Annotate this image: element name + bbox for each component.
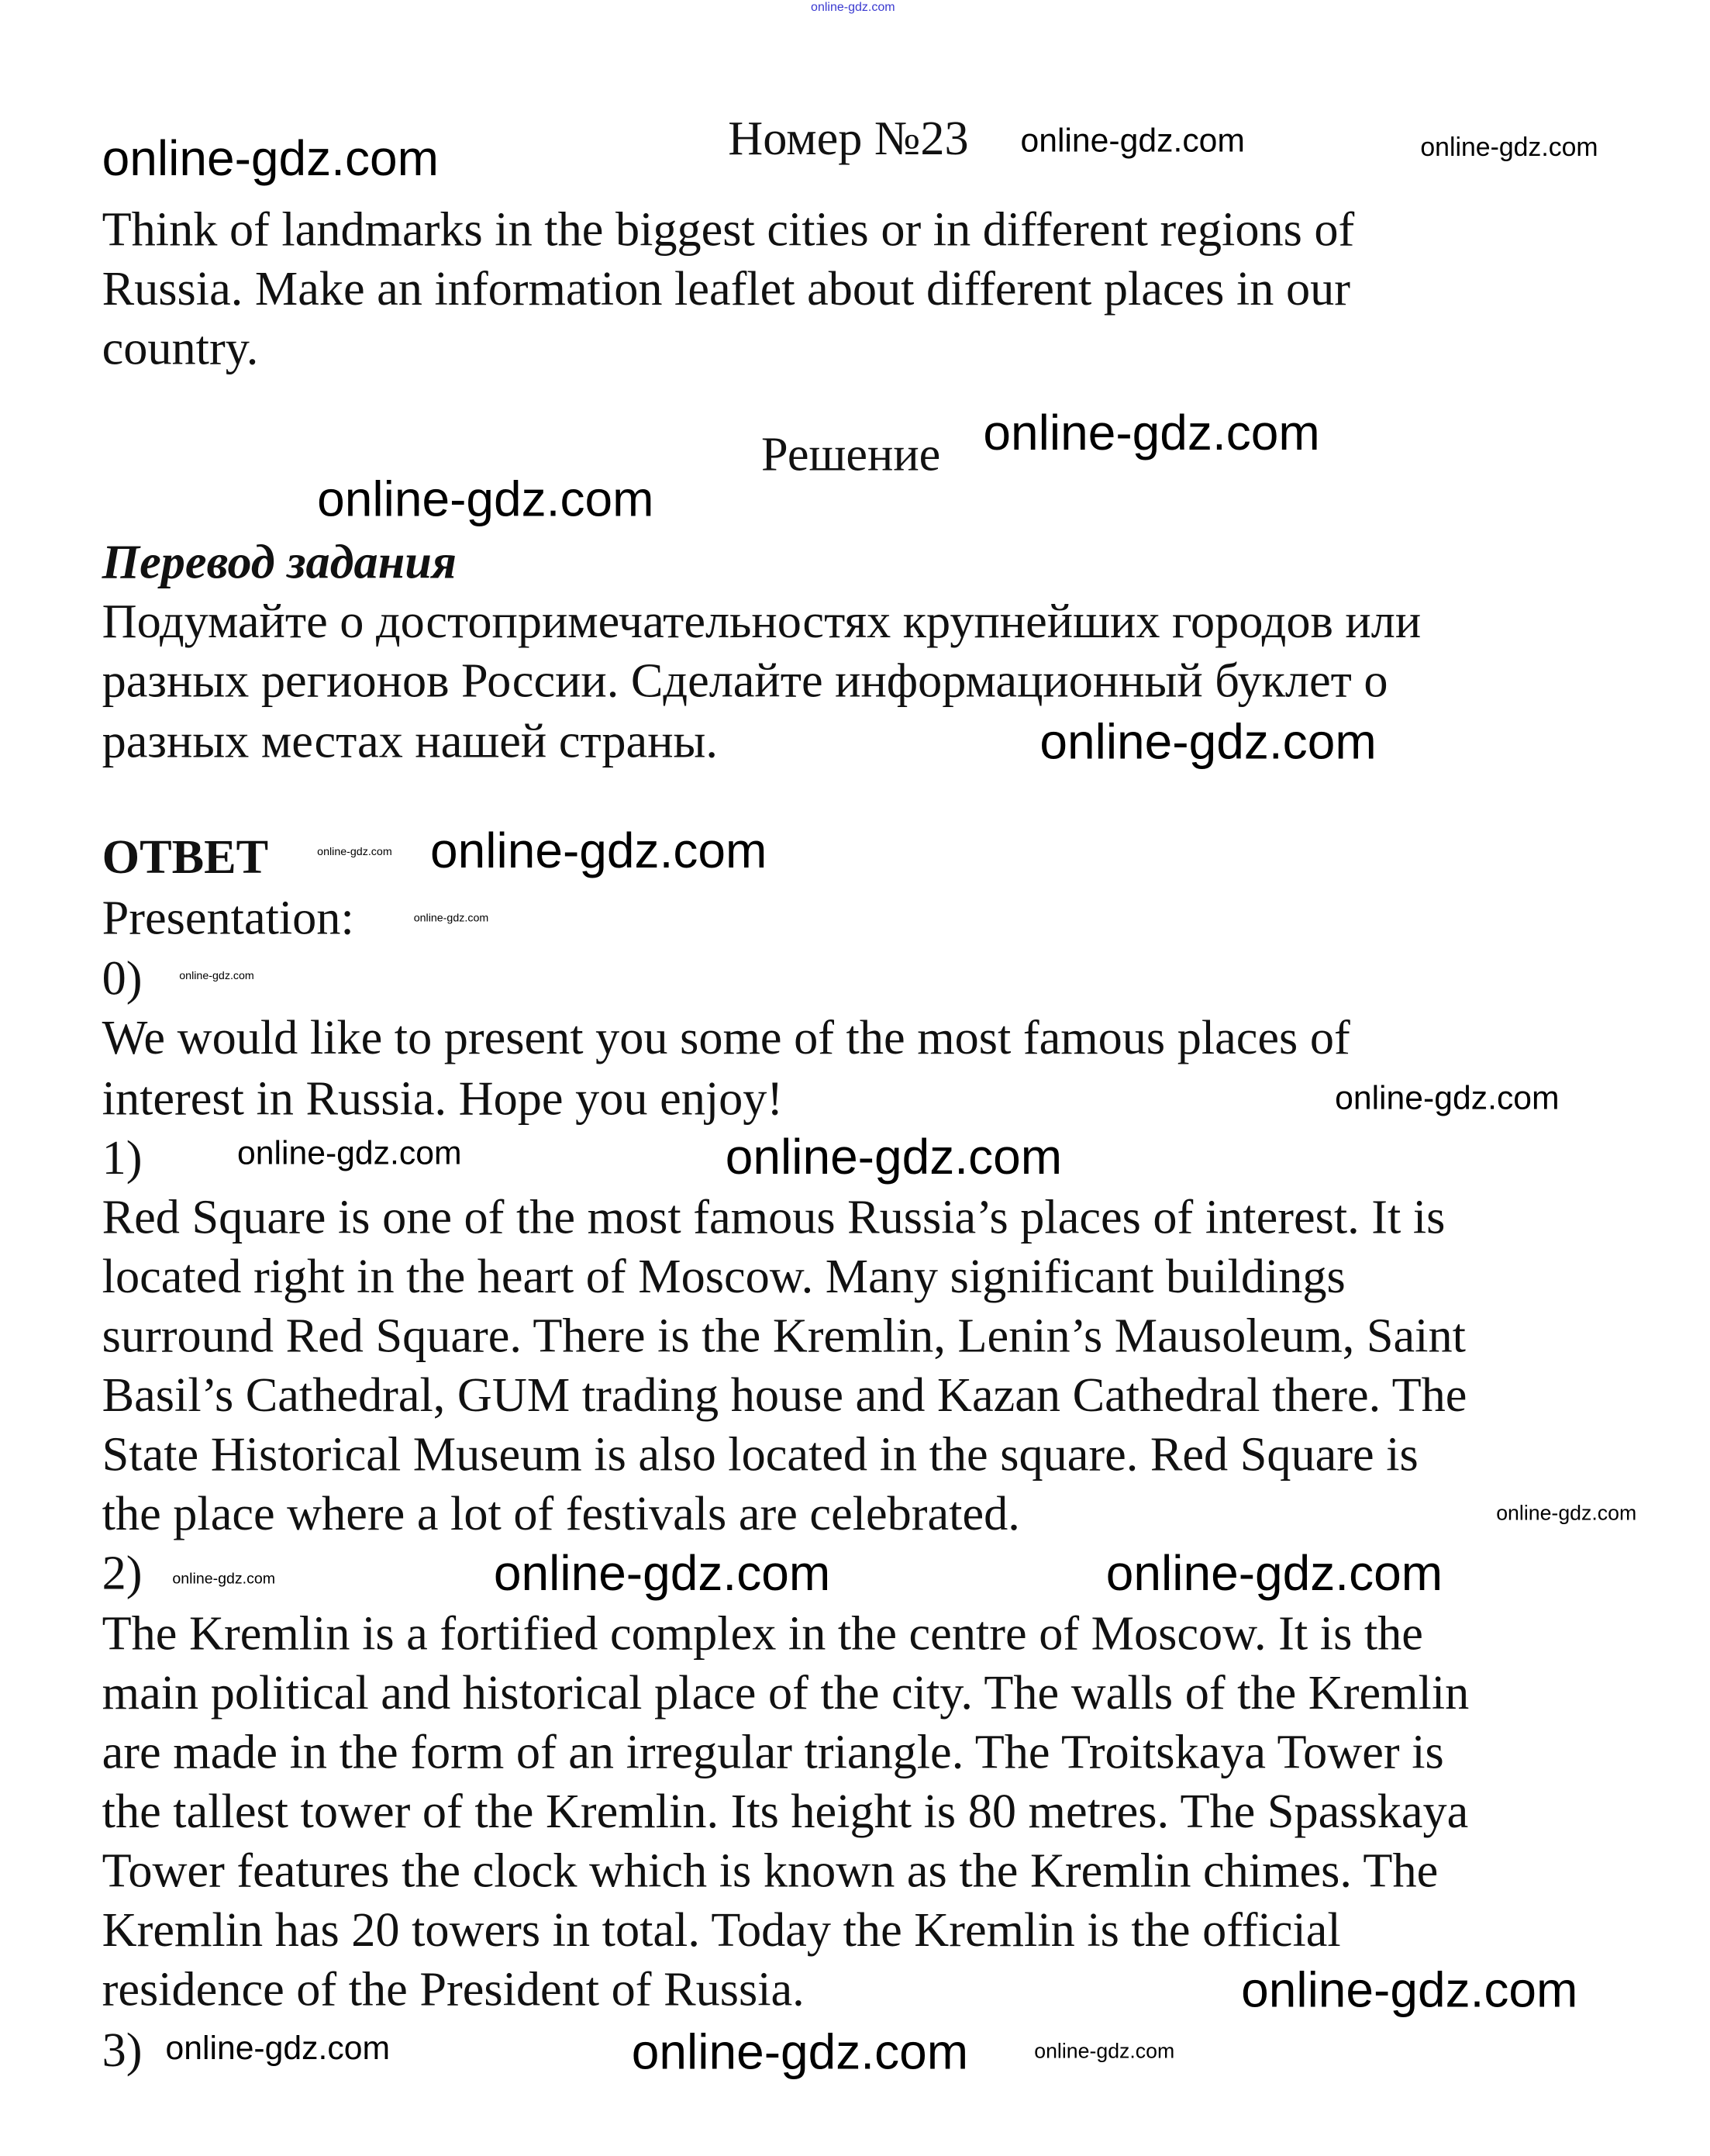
translation-line: Подумайте о достопримечательностях крупнейших городов или bbox=[102, 594, 1422, 649]
answer-line: We would like to present you some of the most famous places of bbox=[102, 1011, 1350, 1065]
task-line: country. bbox=[102, 321, 259, 375]
answer-line: 0) bbox=[102, 951, 143, 1006]
watermark: online-gdz.com bbox=[493, 1544, 831, 1602]
watermark: online-gdz.com bbox=[165, 2030, 391, 2068]
answer-line: State Historical Museum is also located in the square. Red Square is bbox=[102, 1427, 1419, 1482]
answer-line: Red Square is one of the most famous Russia’s places of interest. It is bbox=[102, 1190, 1446, 1244]
watermark: online-gdz.com bbox=[1105, 1544, 1443, 1602]
watermark: online-gdz.com bbox=[317, 845, 392, 858]
watermark: online-gdz.com bbox=[1496, 1502, 1637, 1526]
watermark: online-gdz.com bbox=[1241, 1961, 1578, 2018]
answer-line: the tallest tower of the Kremlin. Its height is 80 metres. The Spasskaya bbox=[102, 1785, 1469, 1839]
watermark: online-gdz.com bbox=[172, 1571, 276, 1588]
watermark: online-gdz.com bbox=[1039, 712, 1377, 770]
answer-line: interest in Russia. Hope you enjoy! bbox=[102, 1071, 784, 1126]
watermark: online-gdz.com bbox=[631, 2023, 969, 2080]
answer-line: The Kremlin is a fortified complex in the centre of Moscow. It is the bbox=[102, 1606, 1423, 1661]
answer-line: 1) bbox=[102, 1130, 143, 1185]
watermark: online-gdz.com bbox=[725, 1128, 1063, 1185]
answer-line: surround Red Square. There is the Kremlin, Lenin’s Mausoleum, Saint bbox=[102, 1309, 1466, 1363]
solution-heading: Решение bbox=[761, 427, 941, 481]
answer-line: Basil’s Cathedral, GUM trading house and Kazan Cathedral there. The bbox=[102, 1368, 1467, 1423]
answer-line: located right in the heart of Moscow. Many significant buildings bbox=[102, 1249, 1346, 1304]
watermark: online-gdz.com bbox=[811, 0, 895, 14]
task-line: Russia. Make an information leaflet about different places in our bbox=[102, 262, 1350, 316]
watermark: online-gdz.com bbox=[1335, 1079, 1560, 1117]
watermark: online-gdz.com bbox=[102, 129, 439, 187]
watermark: online-gdz.com bbox=[317, 470, 654, 527]
translation-heading: Перевод задания bbox=[102, 535, 457, 589]
watermark: online-gdz.com bbox=[179, 969, 254, 982]
watermark: online-gdz.com bbox=[413, 911, 489, 924]
answer-line: residence of the President of Russia. bbox=[102, 1962, 805, 2016]
answer-line: 3) bbox=[102, 2023, 143, 2078]
answer-line: 2) bbox=[102, 1546, 143, 1600]
task-line: Think of landmarks in the biggest cities or in different regions of bbox=[102, 202, 1355, 257]
answer-heading: ОТВЕТ bbox=[102, 830, 269, 885]
answer-line: Presentation: bbox=[102, 891, 354, 945]
watermark: online-gdz.com bbox=[983, 404, 1320, 461]
watermark: online-gdz.com bbox=[1420, 133, 1598, 163]
watermark: online-gdz.com bbox=[236, 1135, 462, 1173]
answer-line: Kremlin has 20 towers in total. Today the Kremlin is the official bbox=[102, 1903, 1341, 1958]
translation-line: разных регионов России. Сделайте информационный буклет о bbox=[102, 654, 1388, 708]
page-title: Номер №23 bbox=[728, 112, 969, 166]
answer-line: main political and historical place of the city. The walls of the Kremlin bbox=[102, 1666, 1470, 1720]
watermark: online-gdz.com bbox=[1020, 122, 1245, 160]
translation-line: разных местах нашей страны. bbox=[102, 714, 718, 768]
watermark: online-gdz.com bbox=[1034, 2040, 1175, 2064]
answer-line: are made in the form of an irregular triangle. The Troitskaya Tower is bbox=[102, 1725, 1444, 1779]
watermark: online-gdz.com bbox=[430, 822, 767, 879]
answer-line: the place where a lot of festivals are celebrated. bbox=[102, 1486, 1020, 1541]
answer-line: Tower features the clock which is known as the Kremlin chimes. The bbox=[102, 1844, 1439, 1898]
